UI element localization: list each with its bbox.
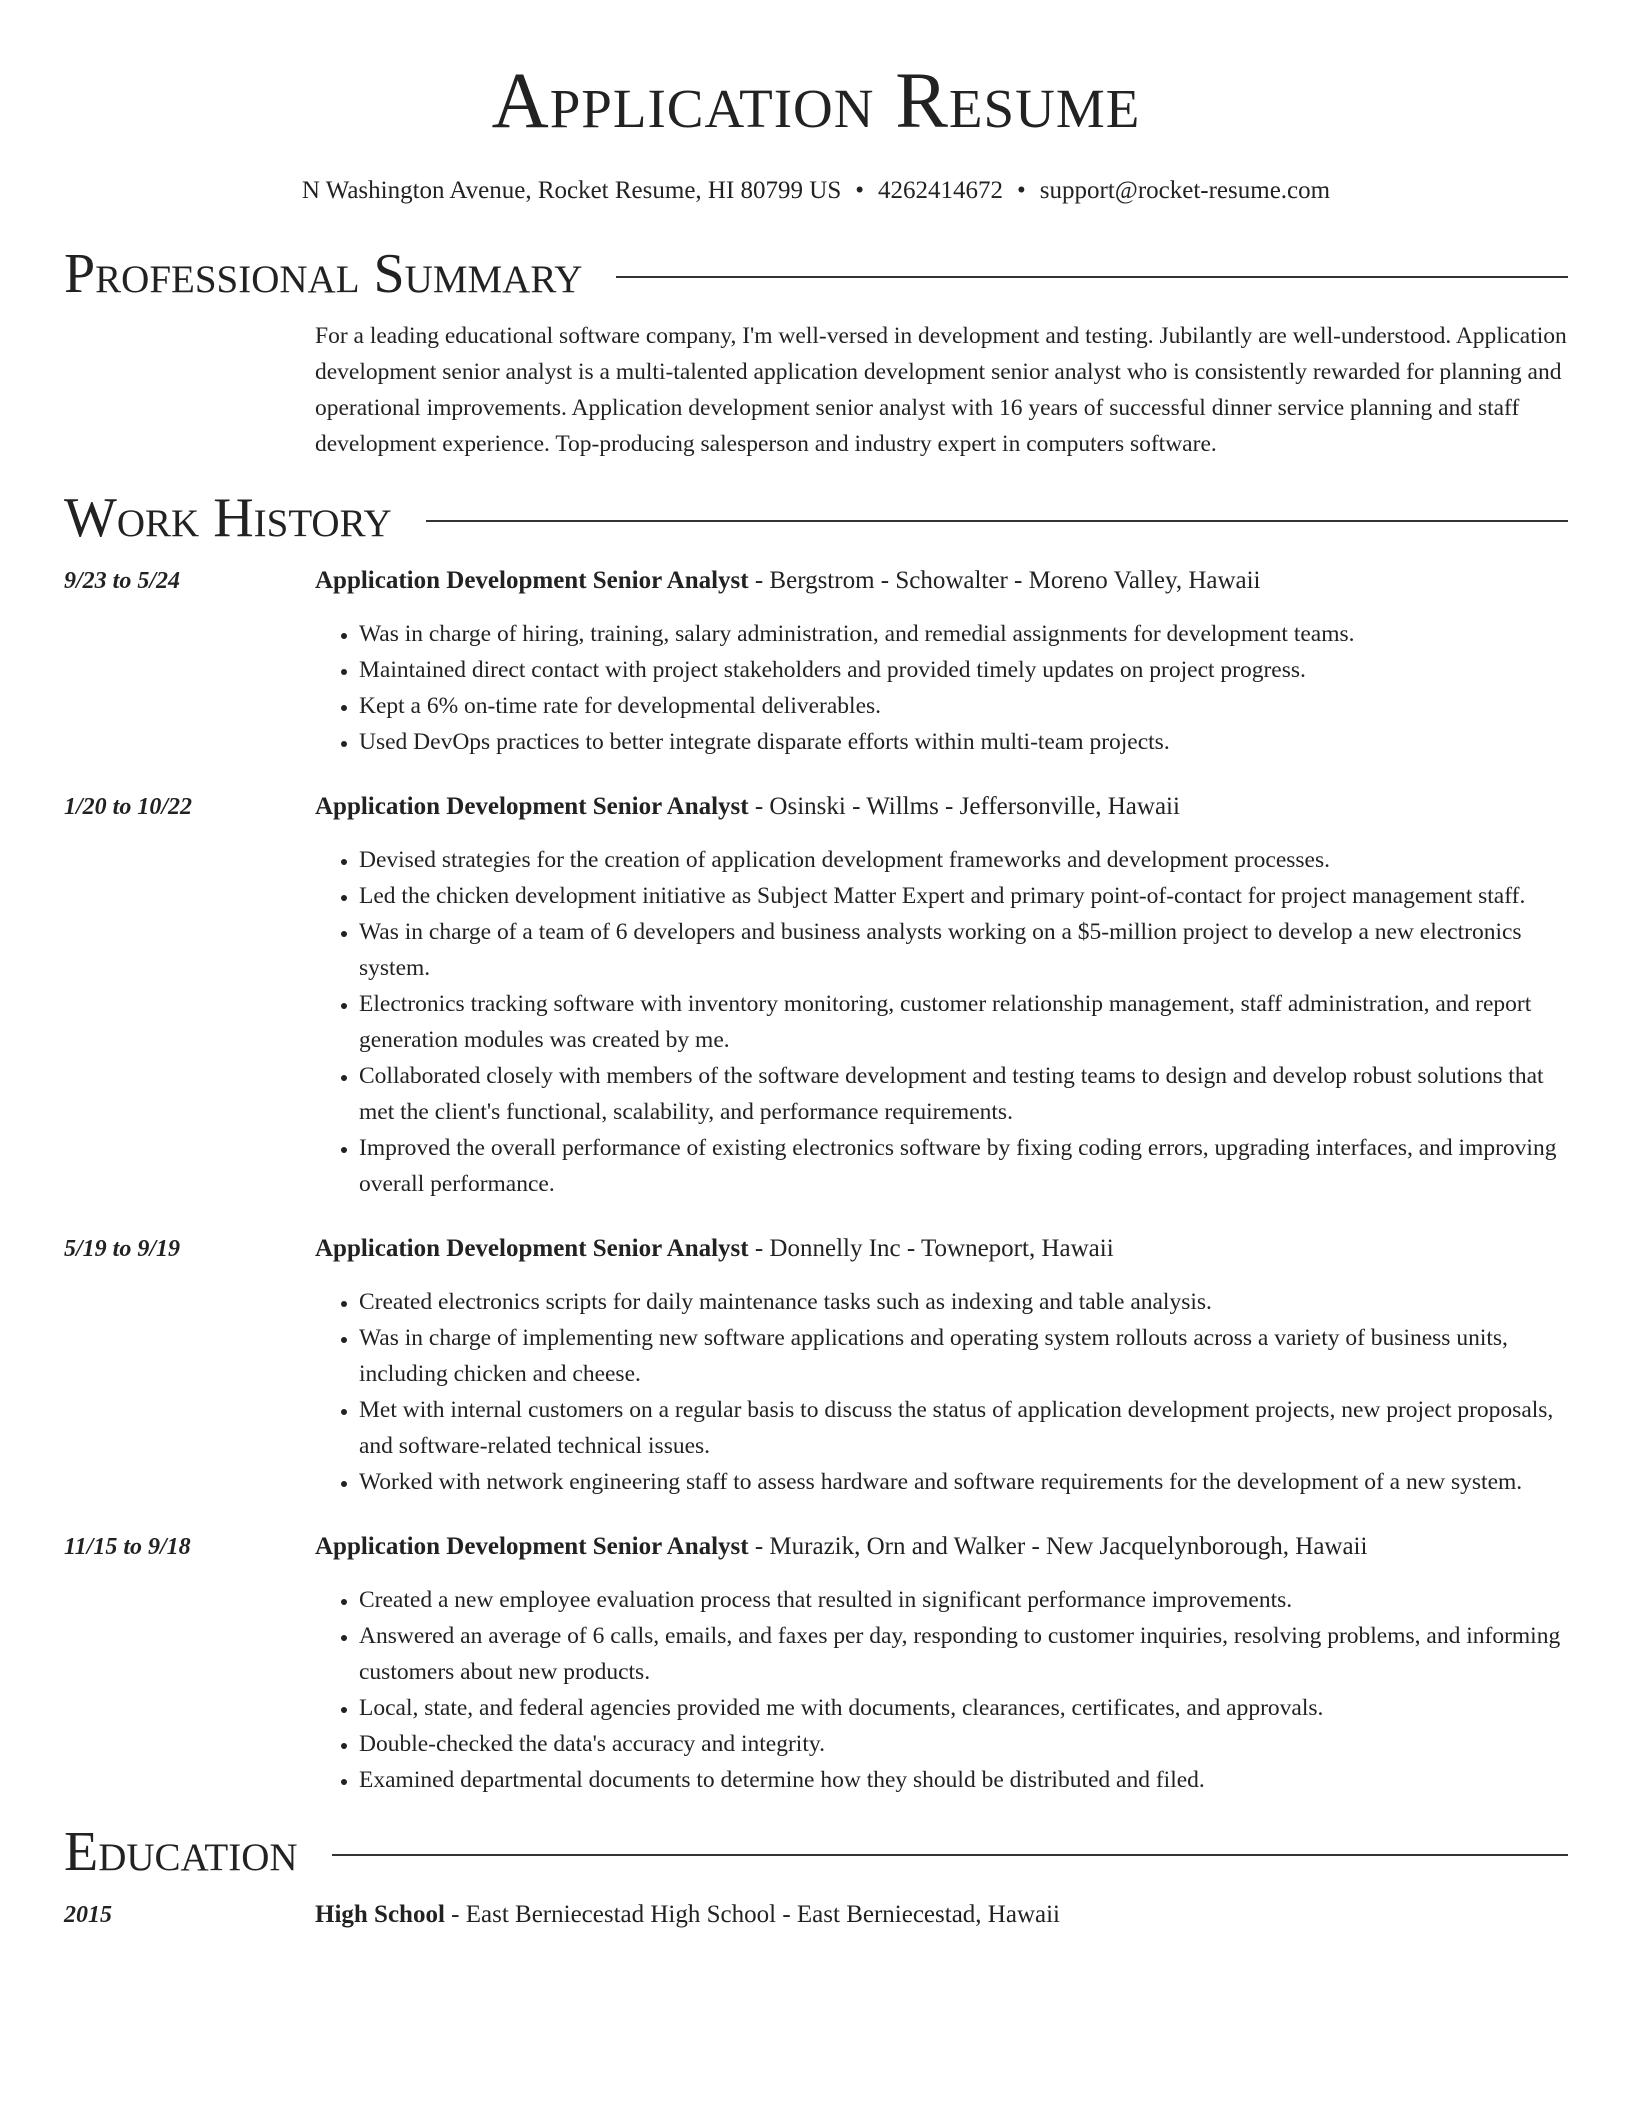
job-title-line <box>315 790 1568 824</box>
job-bullet: • Local, state, and federal agencies provided me with documents, clearances, certificates, and approvals. <box>359 1690 1568 1726</box>
job-entry <box>64 790 1568 1202</box>
section-divider <box>616 276 1568 278</box>
job-bullet: • Was in charge of implementing new software applications and operating system rollouts across a variety of business units, including chicken and cheese. <box>359 1320 1568 1392</box>
section-header-summary <box>64 242 1568 306</box>
education-school-location: - East Berniecestad High School - East Berniecestad, Hawaii <box>444 1901 1060 1928</box>
job-bullet: • Collaborated closely with members of the software development and testing teams to design and develop robust solutions that met the client's functional, scalability, and performance requirements. <box>359 1058 1568 1130</box>
job-title-line <box>315 564 1568 598</box>
section-title-work-history: Work History <box>64 487 392 549</box>
job-bullet: • Double-checked the data's accuracy and integrity. <box>359 1726 1568 1762</box>
job-title: Application Development Senior Analyst <box>315 1533 749 1560</box>
job-title: Application Development Senior Analyst <box>315 567 749 594</box>
job-entry <box>64 1232 1568 1500</box>
job-bullet: • Examined departmental documents to determine how they should be distributed and filed. <box>359 1762 1568 1798</box>
job-employer-location: - Donnelly Inc - Towneport, Hawaii <box>748 1235 1114 1262</box>
education-title-line <box>315 1898 1568 1932</box>
section-header-education <box>64 1820 1568 1884</box>
job-bullet: • Improved the overall performance of existing electronics software by fixing coding errors, upgrading interfaces, and improving overall performance. <box>359 1130 1568 1202</box>
contact-line <box>64 174 1568 208</box>
job-date: 9/23 to 5/24 <box>64 568 181 594</box>
job-bullet: • Answered an average of 6 calls, emails, and faxes per day, responding to customer inquiries, resolving problems, and informing customers about new products. <box>359 1618 1568 1690</box>
job-title-line <box>315 1530 1568 1564</box>
job-bullet: • Met with internal customers on a regular basis to discuss the status of application development projects, new project proposals, and software-related technical issues. <box>359 1392 1568 1464</box>
job-bullet: • Electronics tracking software with inventory monitoring, customer relationship management, staff administration, and report generation modules was created by me. <box>359 986 1568 1058</box>
job-body <box>315 1232 1568 1500</box>
job-bullets <box>315 1582 1568 1798</box>
job-date: 11/15 to 9/18 <box>64 1534 191 1560</box>
section-title-education: Education <box>64 1821 298 1883</box>
education-date: 2015 <box>64 1902 112 1928</box>
section-header-work-history <box>64 486 1568 550</box>
job-bullets <box>315 842 1568 1202</box>
job-employer-location: - Bergstrom - Schowalter - Moreno Valley, Hawaii <box>748 567 1261 594</box>
job-bullets <box>315 1284 1568 1500</box>
job-employer-location: - Osinski - Willms - Jeffersonville, Hawaii <box>748 793 1180 820</box>
job-body <box>315 564 1568 760</box>
job-bullet: • Worked with network engineering staff to assess hardware and software requirements for the development of a new system. <box>359 1464 1568 1500</box>
summary-text: For a leading educational software company, I'm well-versed in development and testing. Jubilantly are well-understood. Application development senior analyst is a multi-talented application development senior analyst who is consistently rewarded for planning and operational improvements. Application development senior analyst with 16 years of successful dinner service planning and staff development experience. Top-producing salesperson and industry expert in computers software. <box>315 323 1567 457</box>
job-body <box>315 1530 1568 1798</box>
job-entry <box>64 1530 1568 1798</box>
section-divider <box>332 1854 1568 1856</box>
job-date: 1/20 to 10/22 <box>64 794 193 820</box>
job-employer-location: - Murazik, Orn and Walker - New Jacquelynborough, Hawaii <box>748 1533 1368 1560</box>
contact-email: support@rocket-resume.com <box>1039 177 1331 204</box>
contact-phone: 4262414672 <box>878 177 1004 204</box>
education-body <box>315 1898 1568 1932</box>
contact-address: N Washington Avenue, Rocket Resume, HI 80799 US <box>301 177 842 204</box>
job-bullet: • Was in charge of hiring, training, salary administration, and remedial assignments for development teams. <box>359 616 1568 652</box>
job-body <box>315 790 1568 1202</box>
contact-separator: • <box>855 177 865 204</box>
job-bullet: • Created a new employee evaluation process that resulted in significant performance improvements. <box>359 1582 1568 1618</box>
job-title: Application Development Senior Analyst <box>315 793 749 820</box>
job-bullet: • Devised strategies for the creation of application development frameworks and development processes. <box>359 842 1568 878</box>
job-title-line <box>315 1232 1568 1266</box>
job-title: Application Development Senior Analyst <box>315 1235 749 1262</box>
job-bullet: • Maintained direct contact with project stakeholders and provided timely updates on project progress. <box>359 652 1568 688</box>
job-bullet: • Kept a 6% on-time rate for developmental deliverables. <box>359 688 1568 724</box>
education-degree: High School <box>315 1901 445 1928</box>
job-bullet: • Used DevOps practices to better integrate disparate efforts within multi-team projects. <box>359 724 1568 760</box>
contact-separator: • <box>1017 177 1026 204</box>
job-bullet: • Created electronics scripts for daily maintenance tasks such as indexing and table analysis. <box>359 1284 1568 1320</box>
section-title-summary: Professional Summary <box>64 243 583 305</box>
section-divider <box>426 520 1568 522</box>
job-entry <box>64 564 1568 760</box>
job-bullet: • Led the chicken development initiative as Subject Matter Expert and primary point-of-contact for project management staff. <box>359 878 1568 914</box>
job-date: 5/19 to 9/19 <box>64 1236 181 1262</box>
resume-name: Application Resume <box>491 58 1141 145</box>
job-bullet: • Was in charge of a team of 6 developers and business analysts working on a $5-million project to develop a new electronics system. <box>359 914 1568 986</box>
education-entry <box>64 1898 1568 1932</box>
job-bullets <box>315 616 1568 760</box>
